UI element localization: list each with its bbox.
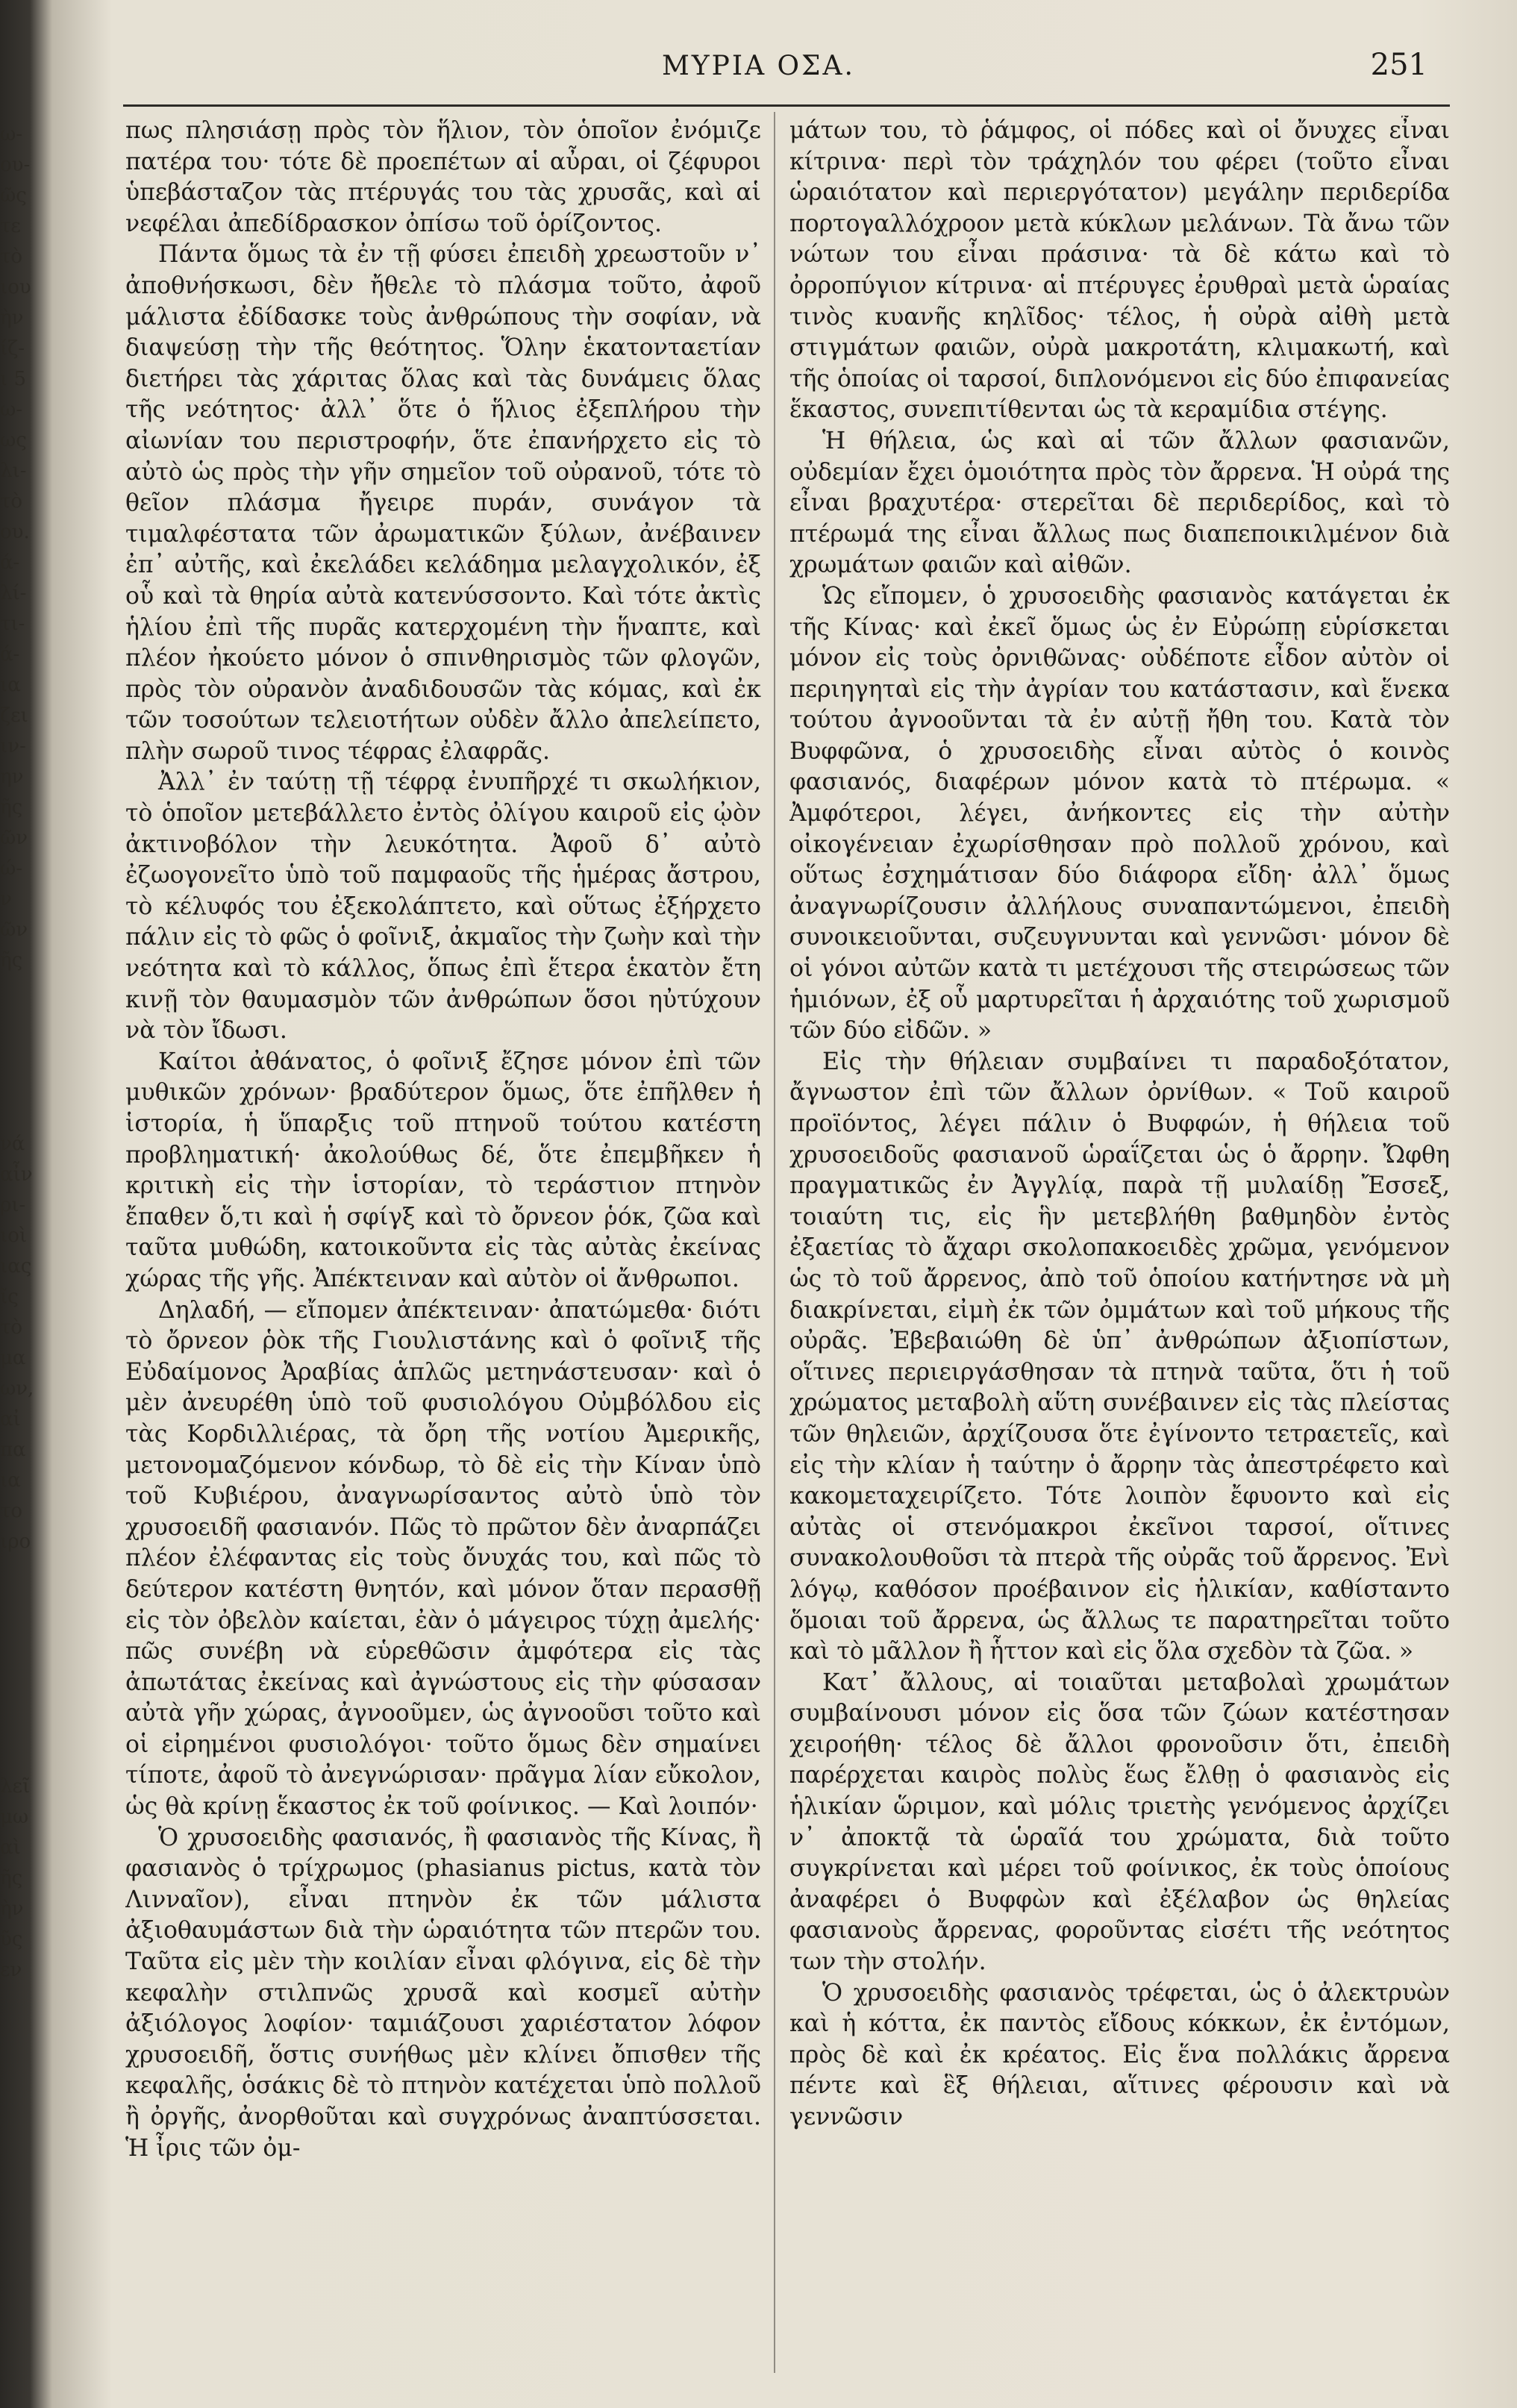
margin-fragment: ιν- bbox=[0, 735, 26, 757]
paragraph: Δηλαδή, — εἴπομεν ἀπέκτειναν· ἀπατώμεθα· διότι τὸ ὄρνεον ῥὸκ τῆς Γιουλιστάνης καὶ ὁ φοῖνιξ τῆς Εὐδαίμονος Ἀραβίας ἁπλῶς μετηνάστευσαν· καὶ ὁ μὲν ἀνευρέθη ὑπὸ τοῦ φυσιολόγου Οὐμβόλδου εἰς τὰς Κορδιλλιέρας, τὰ ὄρη τῆς νοτίου Ἀμερικῆς, μετονομαζόμενον κόνδωρ, τὸ δὲ εἰς τὴν Κίναν ὑπὸ τοῦ Κυβιέρου, ἀναγνωρίσαντος αὐτὸ ὑπὸ τὸν χρυσοειδῆ φασιανόν. Πῶς τὸ πρῶτον δὲν ἀναρπάζει πλέον ἐλέφαντας εἰς τοὺς ὄνυχάς του, καὶ πῶς τὸ δεύτερον κατέστη θνητόν, καὶ μόνον ὅταν περασθῇ εἰς τὸν ὀβελὸν καίεται, ἐὰν ὁ μάγειρος τύχῃ ἀμελής· πῶς συνέβη νὰ εὑρεθῶσιν ἀμφότερα εἰς τὰς ἀπωτάτας ἐκείνας καὶ ἀγνώστους εἰς τὴν φύσασαν αὐτὰ γῆν χώρας, ἀγνοοῦμεν, ὡς ἀγνοοῦσι τοῦτο καὶ οἱ εἰρημένοι φυσιολόγοι· τοῦτο ὅμως δὲν σημαίνει τίποτε, ἀφοῦ τὸ ἀνεγνώρισαν· πρᾶγμα λίαν εὔκολον, ὡς θὰ κρίνῃ ἕκαστος ἐκ τοῦ φοίνικος. — Καὶ λοιπόν· bbox=[125, 1296, 761, 1821]
margin-fragment: ῆς bbox=[0, 949, 23, 972]
column-divider bbox=[774, 112, 775, 2373]
paragraph: πως πλησιάσῃ πρὸς τὸν ἥλιον, τὸν ὁποῖον ἐνόμιζε πατέρα του· τότε δὲ προεπέτων αἱ αὖραι, οἱ ζέφυροι ὑπεβάσταζον τὰς πτέρυγάς του τὰς χρυσᾶς, καὶ αἱ νεφέλαι ἀπεδίδρασκον ὀπίσω τοῦ ὁρίζοντος. bbox=[125, 117, 761, 237]
margin-fragment: ιρο bbox=[0, 1530, 31, 1553]
margin-fragment bbox=[0, 1619, 52, 1649]
paragraph: Ὁ χρυσοειδὴς φασιανὸς τρέφεται, ὡς ὁ ἀλεκτρυὼν καὶ ἡ κόττα, ἐκ παντὸς εἴδους κόκκων, ἐκ ἐντόμων, πρὸς δὲ καὶ ἐκ κρέατος. Εἰς ἕνα πολλάκις ἄρρενα πέντε καὶ ἓξ θήλειαι, αἵτινες φέρουσιν καὶ νὰ γεννῶσιν bbox=[789, 1979, 1450, 2130]
margin-fragment: αἶν bbox=[0, 1163, 33, 1186]
paragraph: Ἡ θήλεια, ὡς καὶ αἱ τῶν ἄλλων φασιανῶν, οὐδεμίαν ἔχει ὁμοιότητα πρὸς τὸν ἄρρενα. Ἡ οὐρά της εἶναι βραχυτέρα· στερεῖται δὲ περιδερίδος, καὶ τὸ πτέρωμά της εἶναι ἄλλως πως διαπεποικιλμένον διὰ χρωμάτων φαιῶν καὶ αἰθῶν. bbox=[789, 427, 1450, 579]
margin-fragment bbox=[0, 1007, 52, 1037]
margin-fragment: ά- bbox=[0, 643, 20, 666]
margin-fragment: ι 5 bbox=[0, 368, 27, 390]
margin-fragment: ου- bbox=[0, 154, 31, 176]
margin-fragment bbox=[0, 1649, 52, 1680]
margin-fragment: εν bbox=[0, 1959, 22, 1981]
margin-fragment: αὶ bbox=[0, 1836, 21, 1859]
margin-fragment: ην bbox=[0, 766, 24, 788]
paragraph: Ὁ χρυσοειδὴς φασιανός, ἢ φασιανὸς τῆς Κίνας, ἢ φασιανὸς ὁ τρίχρωμος (phasianus pictus, κατὰ τὸν Λινναῖον), εἶναι πτηνὸν ἐκ τῶν μάλιστα ἀξιοθαυμάστων διὰ τὴν ὡραιότητα τῶν πτερῶν του. Ταῦτα εἰς μὲν τὴν κοιλίαν εἶναι φλόγινα, εἰς δὲ τὴν κεφαλὴν στιλπνῶς χρυσᾶ καὶ κοσμεῖ αὐτὴν ἀξιόλογος λοφίον· ταμιάζουσι χαριέστατον λόφον χρυσοειδῆ, ὅστις συνήθως μὲν κλίνει ὄπισθεν τῆς κεφαλῆς, ὁσάκις δὲ τὸ πτηνὸν κατέχεται ὑπὸ πολλοῦ ἢ ὀργῆς, ἀνορθοῦται καὶ συγχρόνως ἀναπτύσσεται. Ἡ ἶρις τῶν ὀμ- bbox=[125, 1824, 761, 2162]
margin-fragment: ω- bbox=[0, 123, 22, 146]
margin-fragment: νά bbox=[0, 1133, 25, 1155]
margin-fragment: λί- bbox=[0, 582, 27, 604]
margin-fragment: ιας bbox=[0, 1255, 32, 1278]
margin-fragment: λι- bbox=[0, 460, 27, 482]
margin-fragment bbox=[0, 1037, 52, 1068]
margin-fragment: ώ- bbox=[0, 857, 22, 880]
margin-fragment: ως bbox=[0, 429, 27, 451]
margin-fragment bbox=[0, 1557, 52, 1588]
margin-fragment: τὸ bbox=[0, 490, 23, 513]
previous-page-margin-fragments bbox=[0, 119, 52, 2358]
margin-fragment bbox=[0, 1741, 52, 1771]
margin-fragment: ῖς bbox=[0, 1286, 19, 1308]
margin-fragment: ῆς bbox=[0, 796, 23, 819]
paragraph: Πάντα ὅμως τὰ ἐν τῇ φύσει ἐπειδὴ χρεωστοῦν ν᾿ ἀποθνήσκωσι, δὲν ἤθελε τὸ πλάσμα τοῦτο, ἀφοῦ μάλιστα ἐδίδασκε τοὺς ἀνθρώπους τὴν σοφίαν, νὰ διαψεύσῃ τὴν τῆς θεότητος. Ὅλην ἑκατονταετίαν διετήρει τὰς χάριτας ὅλας καὶ τὰς δυνάμεις ὅλας τῆς νεότητος· ἀλλ᾿ ὅτε ὁ ἥλιος ἐξεπλήρου τὴν αἰωνίαν του περιστροφήν, ὅτε ἐπανήρχετο εἰς τὸ αὐτὸ ὡς πρὸς τὴν γῆν σημεῖον τοῦ οὐρανοῦ, τότε τὸ θεῖον πλάσμα ἤγειρε πυράν, συνάγον τὰ τιμαλφέστατα τῶν ἀρωματικῶν ξύλων, ἀνέβαινεν ἐπ᾿ αὐτῆς, καὶ ἐκελάδει κελάδημα μελαγχολικόν, ἐξ οὗ καὶ τὰ θηρία αὐτὰ κατενύσσοντο. Καὶ τότε ἀκτὶς ἡλίου ἐπὶ τῆς πυρᾶς κατερχομένη τὴν ἥναπτε, καὶ πλέον ἠκούετο μόνον ὁ σπινθηρισμὸς τῶν φλογῶν, πρὸς τὸν οὐρανὸν ἀναδιδουσῶν τὰς κόμας, καὶ ἐκ τῶν τοσούτων τελειοτήτων οὐδὲν ἄλλο ἀπελείπετο, πλὴν σωροῦ τινος τέφρας ἐλαφρᾶς. bbox=[125, 241, 761, 765]
margin-fragment: ὴν bbox=[0, 1898, 24, 1920]
page-number: 251 bbox=[1370, 48, 1427, 82]
margin-fragment: πα bbox=[0, 1439, 26, 1461]
margin-fragment bbox=[0, 1680, 52, 1710]
margin-fragment: ου. bbox=[0, 521, 30, 543]
paragraph: Κατ᾿ ἄλλους, αἱ τοιαῦται μεταβολαὶ χρωμάτων συμβαίνουσι μόνον εἰς ὅσα τῶν ζώων κατέστησαν χειροήθη· τέλος δὲ ἄλλοι φρονοῦσιν ὅτι, ἐπειδὴ παρέρχεται καιρὸς πολὺς ἕως ἔλθῃ ὁ φασιανὸς εἰς ἡλικίαν ὥριμον, καὶ μόλις τριετὴς γενόμενος ἀρχίζει ν᾿ ἀποκτᾷ τὰ ὡραῖά του χρώματα, διὰ τοῦτο συγκρίνεται καὶ μέρει τοῦ φοίνικος, ἐκ τοὺς ὁποίους ἀναφέρει ὁ Βυφφὼν καὶ ἐξέλαβον ὡς θηλείας φασιανοὺς ἄρρενας, φοροῦντας εἰσέτι τῆς νεότητος των τὴν στολήν. bbox=[789, 1669, 1450, 1976]
margin-fragment bbox=[0, 1098, 52, 1129]
paragraph: μάτων του, τὸ ῥάμφος, οἱ πόδες καὶ οἱ ὄνυχες εἶναι κίτρινα· περὶ τὸν τράχηλόν του φέρει (τοῦτο εἶναι ὡραιότατον καὶ περιεργότατον) μεγάλην περιδερίδα πορτογαλλόχροον μετὰ κύκλων μελάνων. Τὰ ἄνω τῶν νώτων του εἶναι πράσινα· τὰ δὲ κάτω καὶ τὸ ὀρροπύγιον κίτρινα· αἱ πτέρυγες ἐρυθραὶ μετὰ ὡραίας τινὸς κυανῆς κηλῖδος· τέλος, ἡ οὐρὰ αἰθὴ μετὰ στιγμάτων φαιῶν, οὐρὰ μακροτάτη, κλιμακωτή, καὶ τῆς ὁποίας οἱ ταρσοί, διπλονόμενοι εἰς δύο ἐπιφανείας ἕκαστος, συνεπιτίθενται ὡς τὰ κεραμίδια στέγης. bbox=[789, 117, 1450, 424]
margin-fragment: ῶν bbox=[0, 827, 28, 849]
header-rule bbox=[123, 104, 1450, 107]
margin-fragment bbox=[0, 1710, 52, 1741]
margin-fragment: ια bbox=[0, 1469, 21, 1492]
paragraph: Ἀλλ᾿ ἐν ταύτῃ τῇ τέφρᾳ ἐνυπῆρχέ τι σκωλήκιον, τὸ ὁποῖον μετεβάλλετο ἐντὸς ὀλίγου καιροῦ εἰς ᾠὸν ἀκτινοβόλον τὴν λευκότητα. Ἀφοῦ δ᾿ αὐτὸ ἐζωογονεῖτο ὑπὸ τοῦ παμφαοῦς τῆς ἡμέρας ἄστρου, τὸ κέλυφός του ἐξεκολάπτετο, καὶ οὕτως ἐξήρχετο πάλιν εἰς τὸ φῶς ὁ φοῖνιξ, ἀκμαῖος τὴν ζωὴν καὶ τὴν νεότητα καὶ τὸ κάλλος, ὅπως ἐπὶ ἕτερα ἑκατὸν ἔτη κινῇ τὸν θαυμασμὸν τῶν ἀνθρώπων ὅσοι ηὐτύχουν νὰ τὸν ἴδωσι. bbox=[125, 769, 761, 1045]
margin-fragment: ιου bbox=[0, 276, 31, 298]
margin-fragment: μω bbox=[0, 1806, 29, 1828]
margin-fragment: τι- bbox=[0, 613, 25, 635]
running-title: ΜΥΡΙΑ ΟΣΑ. bbox=[662, 51, 855, 81]
left-column bbox=[125, 116, 761, 2377]
page-header bbox=[75, 45, 1442, 97]
margin-fragment: ῶς bbox=[0, 184, 27, 207]
margin-fragment: ῦς bbox=[0, 1928, 23, 1951]
margin-fragment: ὴν bbox=[0, 307, 24, 329]
margin-fragment: αἰ bbox=[0, 1408, 21, 1430]
paragraph: Ὡς εἴπομεν, ὁ χρυσοειδὴς φασιανὸς κατάγεται ἐκ τῆς Κίνας· καὶ ἐκεῖ ὅμως ὡς ἐν Εὐρώπῃ εὑρίσκεται μόνον εἰς τοὺς ὀρνιθῶνας· οὐδέποτε εἶδον αὐτὸν οἱ περιηγηταὶ εἰς τὴν ἀγρίαν του κατάστασιν, καὶ ἕνεκα τούτου ἀγνοοῦνται τὰ ἐν αὐτῇ ἤθη του. Κατὰ τὸν Βυφφῶνα, ὁ χρυσοειδὴς εἶναι αὐτὸς ὁ κοινὸς φασιανός, διαφέρων μόνον κατὰ τὸ πτέρωμα. « Ἀμφότεροι, λέγει, ἀνήκοντες εἰς τὴν αὐτὴν οἰκογένειαν ἐχωρίσθησαν πρὸ πολλοῦ χρόνου, καὶ οὕτως ἐσχημάτισαν δύο διάφορα εἴδη· ἀλλ᾿ ὅμως ἀναγνωρίζουσιν ἀλλήλους συναπαντώμενοι, ἐπειδὴ συνοικειοῦνται, συζευγνυνται καὶ γεννῶσι· μόνον δὲ οἱ γόνοι αὐτῶν κατὰ τι μετέχουσι τῆς στειρώσεως τῶν ἡμιόνων, ἐξ οὗ μαρτυρεῖται ἡ ἀρχαιότης τοῦ χωρισμοῦ τῶν δύο εἰδῶν. » bbox=[789, 582, 1450, 1045]
margin-fragment: ιοὶ bbox=[0, 1225, 28, 1247]
margin-fragment: τὸ bbox=[0, 1316, 23, 1339]
margin-fragment: ίζ- bbox=[0, 337, 25, 360]
margin-fragment bbox=[0, 1068, 52, 1098]
margin-fragment: τε bbox=[0, 215, 21, 237]
margin-fragment: ῶν bbox=[0, 919, 28, 941]
margin-fragment: το bbox=[0, 1500, 23, 1522]
margin-fragment: ά- bbox=[0, 551, 20, 574]
margin-fragment: λεῖ bbox=[0, 1775, 31, 1798]
margin-fragment: τὸ bbox=[0, 246, 23, 268]
right-column bbox=[789, 116, 1450, 2377]
margin-fragment bbox=[0, 976, 52, 1007]
margin-fragment bbox=[0, 1588, 52, 1619]
margin-fragment: ια bbox=[0, 674, 21, 696]
paragraph: Καίτοι ἀθάνατος, ὁ φοῖνιξ ἔζησε μόνον ἐπὶ τῶν μυθικῶν χρόνων· βραδύτερον ὅμως, ὅτε ἐπῆλθεν ἡ ἱστορία, ἡ ὕπαρξις τοῦ πτηνοῦ τούτου κατέστη προβληματική· ἀκολούθως δέ, ὅτε ἐπεμβῆκεν ἡ κριτικὴ εἰς τὴν ἱστορίαν, τὸ τεράστιον πτηνὸν ἔπαθεν ὅ,τι καὶ ἡ σφίγξ καὶ τὸ ὄρνεον ῥόκ, ζῶα καὶ ταῦτα μυθώδη, κατοικοῦντα εἰς τὰς αὐτὰς ἐκείνας χώρας τῆς γῆς. Ἀπέκτειναν καὶ αὐτὸν οἱ ἄνθρωποι. bbox=[125, 1048, 761, 1292]
margin-fragment: ρι- bbox=[0, 1194, 26, 1216]
margin-fragment: μα bbox=[0, 1347, 26, 1369]
margin-fragment: ω- bbox=[0, 398, 22, 421]
paragraph: Εἰς τὴν θήλειαν συμβαίνει τι παραδοξότατον, ἄγνωστον ἐπὶ τῶν ἄλλων ὀρνίθων. « Τοῦ καιροῦ προϊόντος, λέγει πάλιν ὁ Βυφφών, ἡ θήλεια τοῦ χρυσοειδοῦς φασιανοῦ ὡραΐζεται ὡς ὁ ἄρρην. Ὤφθη πραγματικῶς ἐν Ἀγγλίᾳ, παρὰ τῇ μυλαίδῃ Ἔσσεξ, τοιαύτη τις, εἰς ἣν μετεβλήθη βαθμηδὸν ἐντὸς ἐξαετίας τὸ ἄχαρι σκολοπακοειδὲς χρῶμα, γενόμενον ὡς τὸ τοῦ ἄρρενος, ἀπὸ τοῦ ὁποίου κατήντησε νὰ μὴ διακρίνεται, εἰμὴ ἐκ τῶν ὀμμάτων καὶ τοῦ μήκους τῆς οὐρᾶς. Ἐβεβαιώθη δὲ ὑπ᾿ ἀνθρώπων ἀξιοπίστων, οἵτινες περιειργάσθησαν τὰ πτηνὰ ταῦτα, ὅτι ἡ τοῦ χρώματος μεταβολὴ αὕτη συνέβαινεν εἰς τὰς πλείστας τῶν θηλειῶν, ἀρχίζουσα ὅτε ἐγίνοντο τετραετεῖς, καὶ εἰς τὴν κλίαν ἡ ταύτην ὁ ἄρρην τὰς ἀπεστρέφετο καὶ κακομεταχειρίζετο. Τότε λοιπὸν ἔφυοντο καὶ εἰς αὐτὰς οἱ στενόμακροι ἐκεῖνοι ταρσοί, οἵτινες συνακολουθοῦσι τὰ πτερὰ τῆς οὐρᾶς τοῦ ἄρρενος. Ἐνὶ λόγῳ, καθόσον προέβαινον εἰς ἡλικίαν, καθίσταντο ὅμοιαι τοῦ ἄρρενα, ὡς ἄλλως τε παρατηρεῖται τοῦτο καὶ τὸ μᾶλλον ἢ ἧττον καὶ εἰς ὅλα σχεδὸν τὰ ζῶα. » bbox=[789, 1048, 1450, 1666]
margin-fragment: ων, bbox=[0, 1377, 34, 1400]
margin-fragment: ζει bbox=[0, 704, 28, 727]
margin-fragment: ῆς bbox=[0, 1867, 23, 1889]
margin-fragment: ν bbox=[0, 888, 12, 910]
